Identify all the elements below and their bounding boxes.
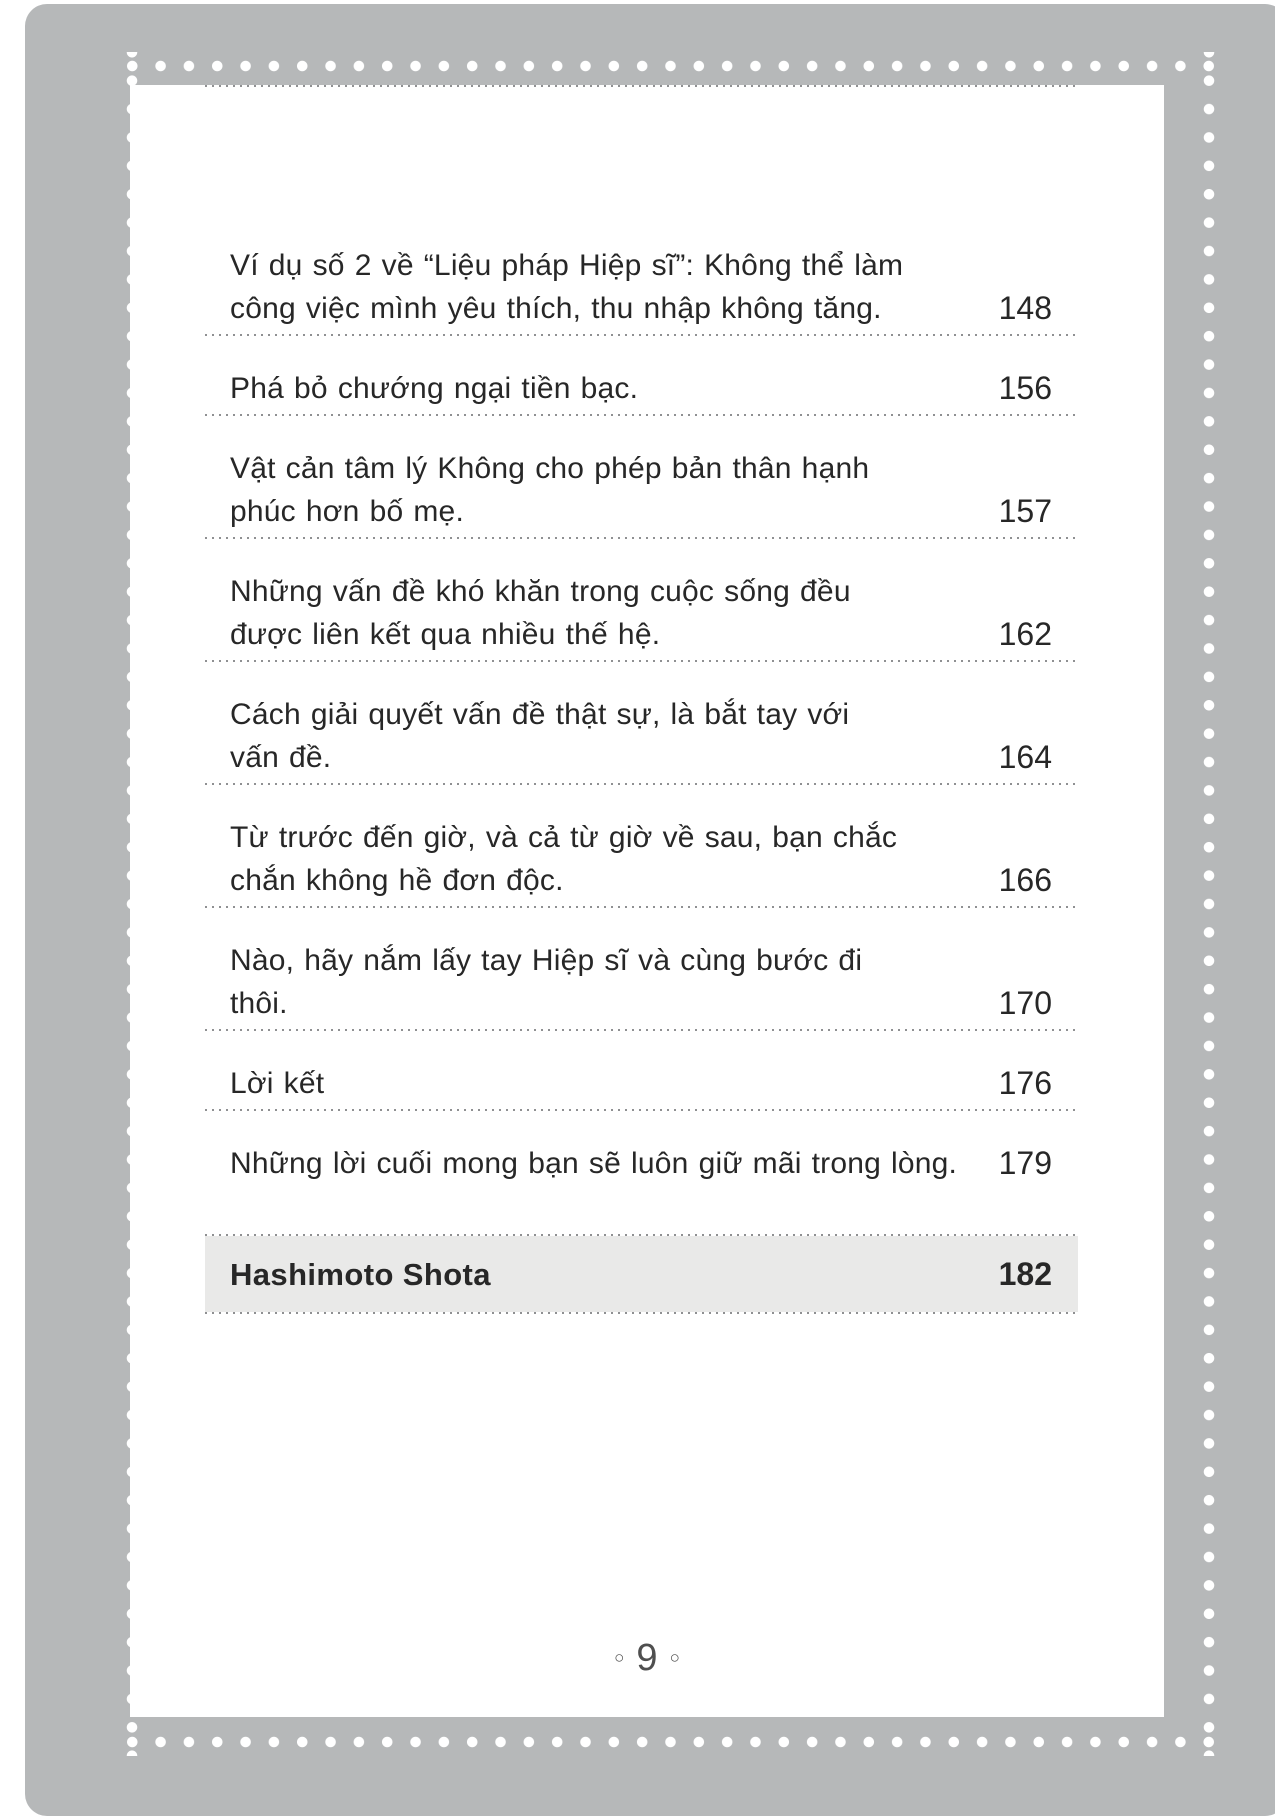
toc-title-line: Ví dụ số 2 về “Liệu pháp Hiệp sĩ”: Không thể làm	[230, 249, 904, 282]
toc-title-line: vấn đề.	[230, 741, 332, 774]
toc-entry	[205, 537, 1078, 660]
author-page-number: 182	[998, 1256, 1052, 1292]
toc-entry-title	[230, 1142, 979, 1185]
toc-title-line: chắn không hề đơn độc.	[230, 864, 564, 897]
toc-title-line: công việc mình yêu thích, thu nhập không tăng.	[230, 292, 882, 325]
toc-entry-title	[230, 693, 979, 779]
toc-entry-page-number: 164	[998, 739, 1052, 775]
toc-entry	[205, 85, 1078, 334]
toc-title-line: Lời kết	[230, 1067, 325, 1100]
toc-entry	[205, 414, 1078, 537]
page-footer	[130, 1637, 1164, 1680]
highlight-bottom-line	[205, 1312, 1078, 1314]
toc-entry-page-number: 170	[998, 985, 1052, 1021]
toc-entry	[205, 1029, 1078, 1109]
toc-entry	[205, 334, 1078, 414]
toc-entry-author-highlighted	[205, 1234, 1078, 1314]
footer-ornament-left: ○	[614, 1648, 625, 1667]
toc-title-line: thôi.	[230, 987, 288, 1020]
footer-ornament-right: ○	[669, 1648, 680, 1667]
toc-entry-title	[230, 244, 979, 330]
author-name: Hashimoto Shota	[230, 1257, 491, 1292]
highlight-body	[205, 1236, 1078, 1312]
border-dots-right	[1195, 52, 1223, 1756]
toc-title-line: Những lời cuối mong bạn sẽ luôn giữ mãi trong lòng.	[230, 1147, 958, 1180]
toc-entry-page-number: 166	[998, 862, 1052, 898]
toc-entry-page-number: 156	[998, 370, 1052, 406]
toc-entry-page-number: 148	[998, 290, 1052, 326]
toc-entry	[205, 906, 1078, 1029]
toc-title-line: phúc hơn bố mẹ.	[230, 495, 464, 528]
footer-page-number: 9	[636, 1637, 658, 1679]
toc-separator-line	[205, 85, 1078, 87]
toc-entry	[205, 660, 1078, 783]
table-of-contents	[205, 85, 1078, 1314]
toc-title-line: Phá bỏ chướng ngại tiền bạc.	[230, 372, 639, 405]
toc-entry-page-number: 176	[998, 1065, 1052, 1101]
border-dots-bottom	[118, 1728, 1223, 1756]
toc-entry-title	[230, 816, 979, 902]
toc-title-line: được liên kết qua nhiều thế hệ.	[230, 618, 661, 651]
book-page	[130, 85, 1164, 1717]
toc-title-line: Những vấn đề khó khăn trong cuộc sống đều	[230, 575, 851, 608]
toc-entry-page-number: 162	[998, 616, 1052, 652]
toc-entry	[205, 783, 1078, 906]
border-dots-top	[118, 52, 1223, 80]
toc-entry-title	[230, 1062, 979, 1105]
toc-entry-page-number: 179	[998, 1145, 1052, 1181]
toc-title-line: Cách giải quyết vấn đề thật sự, là bắt tay với	[230, 698, 850, 731]
toc-entry	[205, 1109, 1078, 1189]
toc-title-line: Nào, hãy nắm lấy tay Hiệp sĩ và cùng bước đi	[230, 944, 863, 977]
toc-title-line: Từ trước đến giờ, và cả từ giờ về sau, bạn chắc	[230, 821, 898, 854]
toc-entry-title	[230, 367, 979, 410]
toc-title-line: Vật cản tâm lý Không cho phép bản thân hạnh	[230, 452, 870, 485]
toc-entry-page-number: 157	[998, 493, 1052, 529]
toc-entry-title	[230, 570, 979, 656]
toc-entry-title	[230, 447, 979, 533]
toc-entry-title	[230, 939, 979, 1025]
